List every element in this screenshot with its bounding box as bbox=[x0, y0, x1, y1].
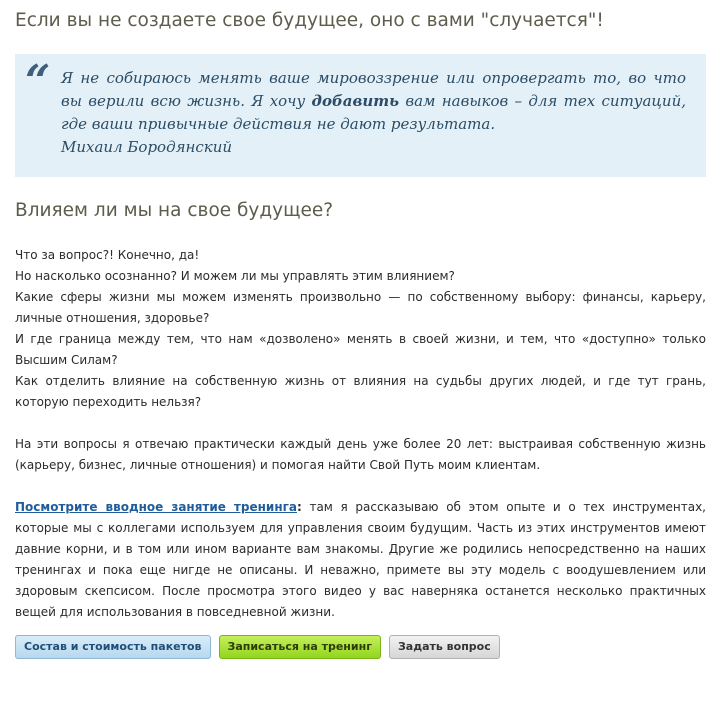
question-line: Какие сферы жизни мы можем изменять произвольно — по собственному выбору: финансы, карьеру, личные отношения, здоровье? bbox=[15, 290, 706, 325]
intro-video-link[interactable]: Посмотрите вводное занятие тренинга bbox=[15, 500, 297, 514]
quote-text-bold: добавить bbox=[311, 92, 400, 110]
question-line: Что за вопрос?! Конечно, да! bbox=[15, 248, 200, 262]
quote-mark-icon: “ bbox=[25, 56, 51, 107]
quote-text bbox=[61, 67, 686, 136]
signup-button[interactable]: Записаться на тренинг bbox=[219, 635, 381, 659]
quote-author: Михаил Бородянский bbox=[61, 138, 233, 156]
action-buttons bbox=[15, 635, 706, 659]
ask-question-button[interactable]: Задать вопрос bbox=[389, 635, 500, 659]
question-line: Как отделить влияние на собственную жизнь от влияния на судьбы других людей, и где тут грань, которую переходить нельзя? bbox=[15, 374, 706, 409]
packages-button[interactable]: Состав и стоимость пакетов bbox=[15, 635, 211, 659]
quote-text-end: вам навыков – для тех ситуаций, где ваши привычные действия не дают результата. bbox=[61, 92, 686, 133]
section-heading: Влияем ли мы на свое будущее? bbox=[15, 200, 334, 221]
quote-block bbox=[15, 54, 706, 177]
page-title: Если вы не создаете свое будущее, оно с вами "случается"! bbox=[15, 10, 604, 31]
video-description: там я рассказываю об этом опыте и о тех инструментах, которые мы с коллегами используем для управления своим будущим. Часть из этих инструментов имеют давние корни, и в том или ином варианте вам знакомы. Другие же родились непосредственно на наших тренингах и пока еще нигде не описаны. И неважно, примете вы эту модель с воодушевлением или здоровым скепсисом. После просмотра этого видео у вас наверняка останется несколько практичных вещей для использования в повседневной жизни. bbox=[15, 500, 706, 619]
questions-paragraph bbox=[15, 245, 706, 413]
link-colon: : bbox=[296, 500, 302, 514]
experience-paragraph: На эти вопросы я отвечаю практически каждый день уже более 20 лет: выстраивая собственную жизнь (карьеру, бизнес, личные отношения) и помогая найти Свой Путь моим клиентам. bbox=[15, 437, 706, 472]
question-line: Но насколько осознанно? И можем ли мы управлять этим влиянием? bbox=[15, 269, 455, 283]
question-line: И где граница между тем, что нам «дозволено» менять в своей жизни, и тем, что «доступно» только Высшим Силам? bbox=[15, 332, 706, 367]
quote-text-start: Я не собираюсь менять ваше мировоззрение или опровергать то, во что вы верили всю жизнь. Я хочу bbox=[61, 69, 686, 110]
video-paragraph bbox=[15, 497, 706, 623]
